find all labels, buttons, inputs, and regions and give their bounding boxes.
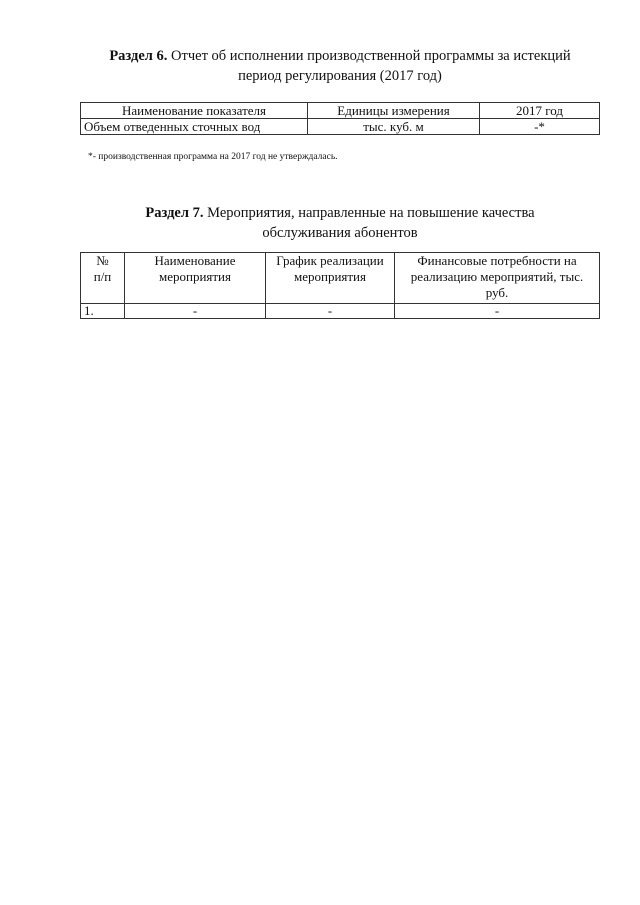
header-line: График реализации [276, 253, 384, 268]
header-line: п/п [93, 269, 112, 284]
column-header: 2017 год [480, 103, 600, 119]
table-header-row [81, 103, 600, 119]
header-line: реализацию мероприятий, тыс. [410, 269, 584, 284]
section6-label: Раздел 6. [109, 48, 168, 64]
header-line: Финансовые потребности на [417, 253, 577, 268]
table-cell: Объем отведенных сточных вод [81, 119, 308, 135]
table-row [81, 119, 600, 135]
table-cell: - [125, 304, 266, 319]
section7-title-line1: Мероприятия, направленные на повышение качества [207, 205, 535, 221]
section6-title-line1: Отчет об исполнении производственной программы за истекций [171, 48, 571, 64]
section6-heading-line1 [80, 46, 600, 66]
header-line: мероприятия [158, 269, 231, 284]
section7-label: Раздел 7. [145, 205, 204, 221]
section6-table [80, 102, 600, 135]
header-line: Наименование [154, 253, 236, 268]
section6-title-line2: период регулирования (2017 год) [238, 68, 442, 84]
section7-heading [80, 203, 600, 243]
column-header: Единицы измерения [308, 103, 480, 119]
header-line: мероприятия [293, 269, 366, 284]
table-cell: - [266, 304, 395, 319]
column-header-financing [395, 253, 600, 304]
table-row [81, 304, 600, 319]
section7-heading-line1 [80, 203, 600, 223]
table-cell: тыс. куб. м [308, 119, 480, 135]
section7-title-line2: обслуживания абонентов [262, 225, 418, 241]
header-line: руб. [485, 285, 509, 300]
table-cell: - [395, 304, 600, 319]
table-cell: 1. [81, 304, 125, 319]
column-header: Наименование показателя [81, 103, 308, 119]
column-header-schedule [266, 253, 395, 304]
column-header-name [125, 253, 266, 304]
section6-heading [80, 46, 600, 86]
table-cell: -* [480, 119, 600, 135]
table-header-row [81, 253, 600, 304]
header-line: № [96, 253, 109, 268]
section7-table [80, 252, 600, 319]
column-header-number [81, 253, 125, 304]
section6-footnote: *- производственная программа на 2017 год не утверждалась. [88, 152, 338, 162]
